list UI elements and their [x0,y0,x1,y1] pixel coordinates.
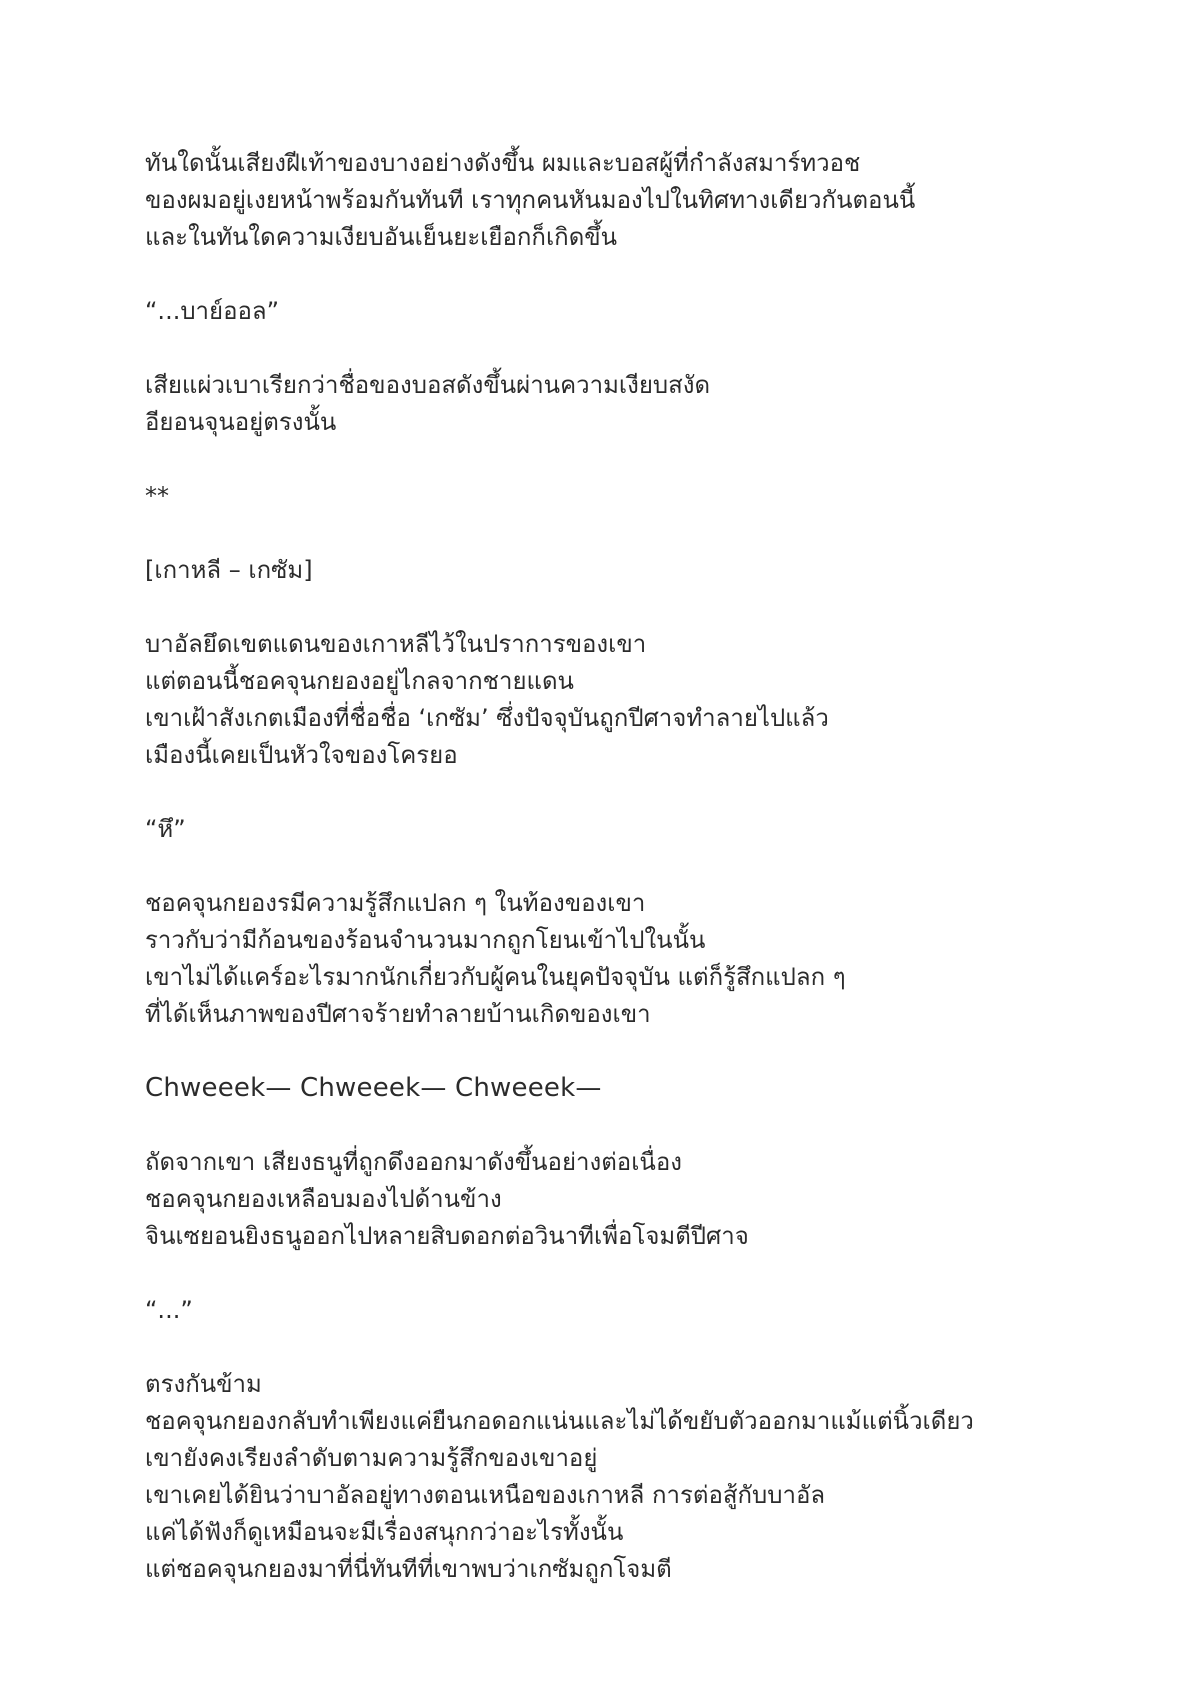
text-line: ชอคจุนกยองเหลือบมองไปด้านข้าง [145,1185,502,1213]
text-line: บาอัลยึดเขตแดนของเกาหลีไว้ในปราการของเขา [145,630,647,658]
text-line: เมืองนี้เคยเป็นหัวใจของโครยอ [145,741,458,769]
text-line: เขาเฝ้าสังเกตเมืองที่ชื่อชื่อ ‘เกซัม’ ซึ่งปัจจุบันถูกปีศาจทำลายไปแล้ว [145,704,829,732]
text-line: อียอนจุนอยู่ตรงนั้น [145,408,337,436]
paragraph [145,1366,1105,1588]
paragraph [145,367,1105,441]
paragraph [145,626,1105,774]
text-line: ถัดจากเขา เสียงธนูที่ถูกดึงออกมาดังขึ้นอย่างต่อเนื่อง [145,1148,682,1176]
sound-effect [145,1070,1105,1107]
text-line: ทันใดนั้นเสียงฝีเท้าของบางอย่างดังขึ้น ผมและบอสผู้ที่กำลังสมาร์ทวอช [145,149,861,177]
scene-heading [145,552,1105,589]
text-line: ราวกับว่ามีก้อนของร้อนจำนวนมากถูกโยนเข้าไปในนั้น [145,926,706,954]
text-line: แต่ตอนนี้ชอคจุนกยองอยู่ไกลจากชายแดน [145,667,574,695]
paragraph [145,811,1105,848]
text-line: ชอคจุนกยองกลับทำเพียงแค่ยืนกอดอกแน่นและไม่ได้ขยับตัวออกมาแม้แต่นิ้วเดียว [145,1407,974,1435]
scene-break [145,478,1105,515]
paragraph [145,1292,1105,1329]
paragraph [145,885,1105,1033]
paragraph [145,145,1105,256]
text-line: เขาไม่ได้แคร์อะไรมากนักเกี่ยวกับผู้คนในยุคปัจจุบัน แต่ก็รู้สึกแปลก ๆ [145,963,846,991]
text-line: เสียแผ่วเบาเรียกว่าชื่อของบอสดังขึ้นผ่านความเงียบสงัด [145,371,711,399]
text-line: แค่ได้ฟังก็ดูเหมือนจะมีเรื่องสนุกกว่าอะไรทั้งนั้น [145,1518,624,1546]
text-line: ตรงกันข้าม [145,1370,262,1398]
text-line: แต่ชอคจุนกยองมาที่นี่ทันทีที่เขาพบว่าเกซัมถูกโจมตี [145,1555,672,1583]
text-line: [เกาหลี – เกซัม] [145,556,313,584]
text-line: ** [145,482,169,510]
paragraph [145,293,1105,330]
text-line: “...” [145,1296,193,1324]
text-line: “...บาย์ออล” [145,297,280,325]
text-line: จินเซยอนยิงธนูออกไปหลายสิบดอกต่อวินาทีเพื่อโจมตีปีศาจ [145,1222,749,1250]
text-line: และในทันใดความเงียบอันเย็นยะเยือกก็เกิดขึ้น [145,223,618,251]
paragraph [145,1144,1105,1255]
text-line: Chweeek— Chweeek— Chweeek— [145,1073,602,1103]
text-line: เขาเคยได้ยินว่าบาอัลอยู่ทางตอนเหนือของเกาหลี การต่อสู้กับบาอัล [145,1481,826,1509]
text-line: เขายังคงเรียงลำดับตามความรู้สึกของเขาอยู่ [145,1444,598,1472]
text-line: ที่ได้เห็นภาพของปีศาจร้ายทำลายบ้านเกิดของเขา [145,1000,651,1028]
text-line: “หึ” [145,815,186,843]
text-line: ชอคจุนกยองรมีความรู้สึกแปลก ๆ ในท้องของเขา [145,889,646,917]
document-page [145,145,1105,1588]
text-line: ของผมอยู่เงยหน้าพร้อมกันทันที เราทุกคนหันมองไปในทิศทางเดียวกันตอนนี้ [145,186,916,214]
